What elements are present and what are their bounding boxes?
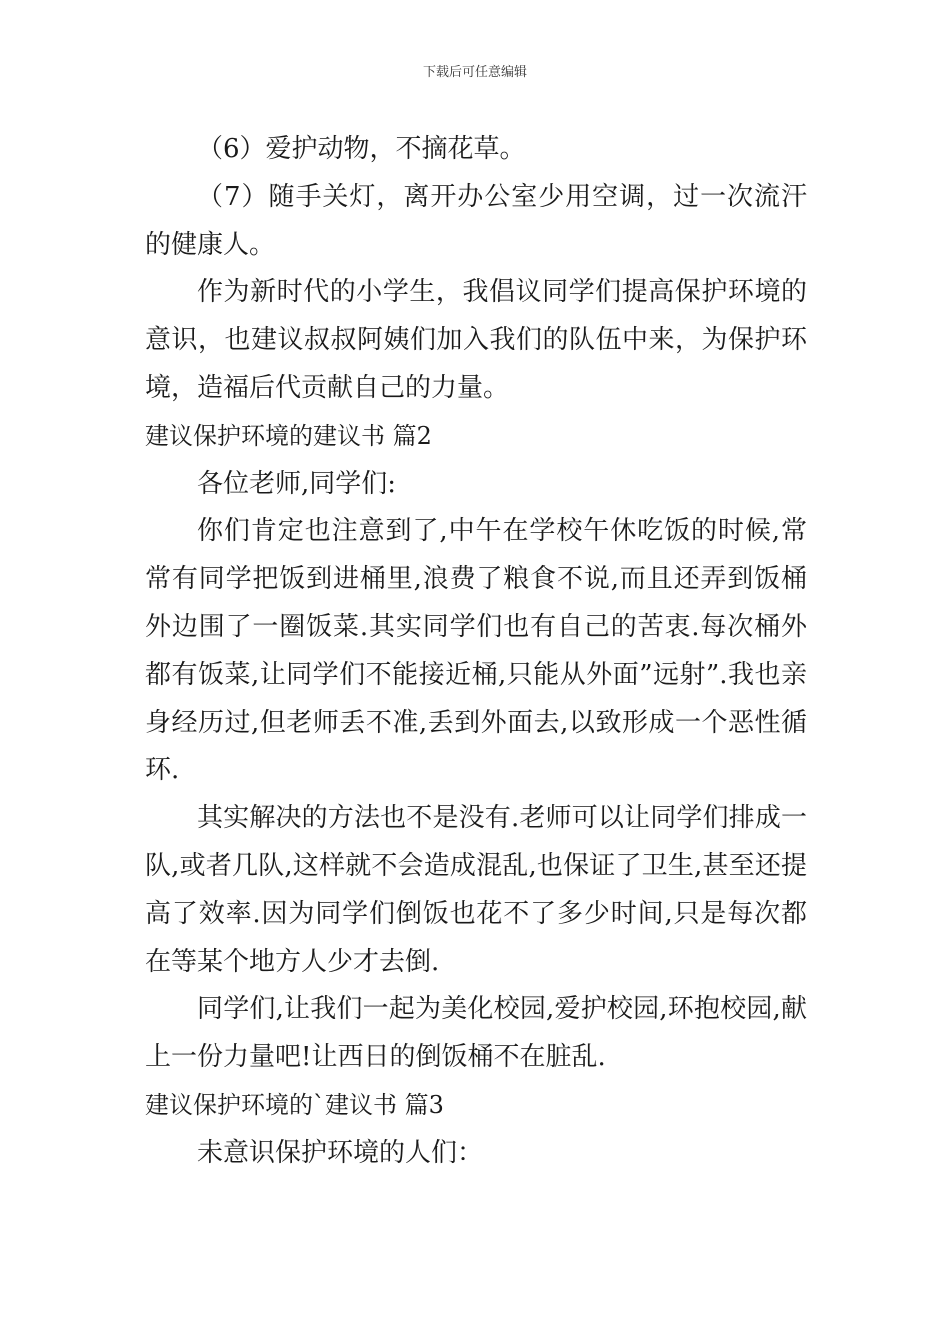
paragraph-proposal: 作为新时代的小学生，我倡议同学们提高保护环境的意识，也建议叔叔阿姨们加入我们的队伍中来，为保护环境，造福后代贡献自己的力量。 <box>145 277 807 403</box>
paragraph-solution: 其实解决的方法也不是没有.老师可以让同学们排成一队,或者几队,这样就不会造成混乱,也保证了卫生,甚至还提高了效率.因为同学们倒饭也花不了多少时间,只是每次都在等某个地方人少才去倒. <box>145 803 807 977</box>
document-body <box>145 126 807 1178</box>
section-heading-2: 建议保护环境的建议书 篇2 <box>145 421 432 450</box>
page-header: 下载后可任意编辑 <box>422 65 527 80</box>
section-heading-3: 建议保护环境的`建议书 篇3 <box>145 1090 444 1119</box>
paragraph-item-6: （6）爱护动物，不摘花草。 <box>197 134 526 164</box>
paragraph-salutation: 各位老师,同学们: <box>197 468 397 499</box>
paragraph-item-7: （7）随手关灯，离开办公室少用空调，过一次流汗的健康人。 <box>145 181 807 260</box>
paragraph-problem: 你们肯定也注意到了,中午在学校午休吃饭的时候,常常有同学把饭到进桶里,浪费了粮食不说,而且还弄到饭桶外边围了一圈饭菜.其实同学们也有自己的苦衷.每次桶外都有饭菜,让同学们不能接近桶,只能从外面”远射”.我也亲身经历过,但老师丢不准,丢到外面去,以致形成一个恶性循环. <box>145 516 807 786</box>
paragraph-salutation-3: 未意识保护环境的人们： <box>197 1137 484 1168</box>
paragraph-appeal: 同学们,让我们一起为美化校园,爱护校园,环抱校园,献上一份力量吧!让西日的倒饭桶不在脏乱. <box>145 994 807 1073</box>
